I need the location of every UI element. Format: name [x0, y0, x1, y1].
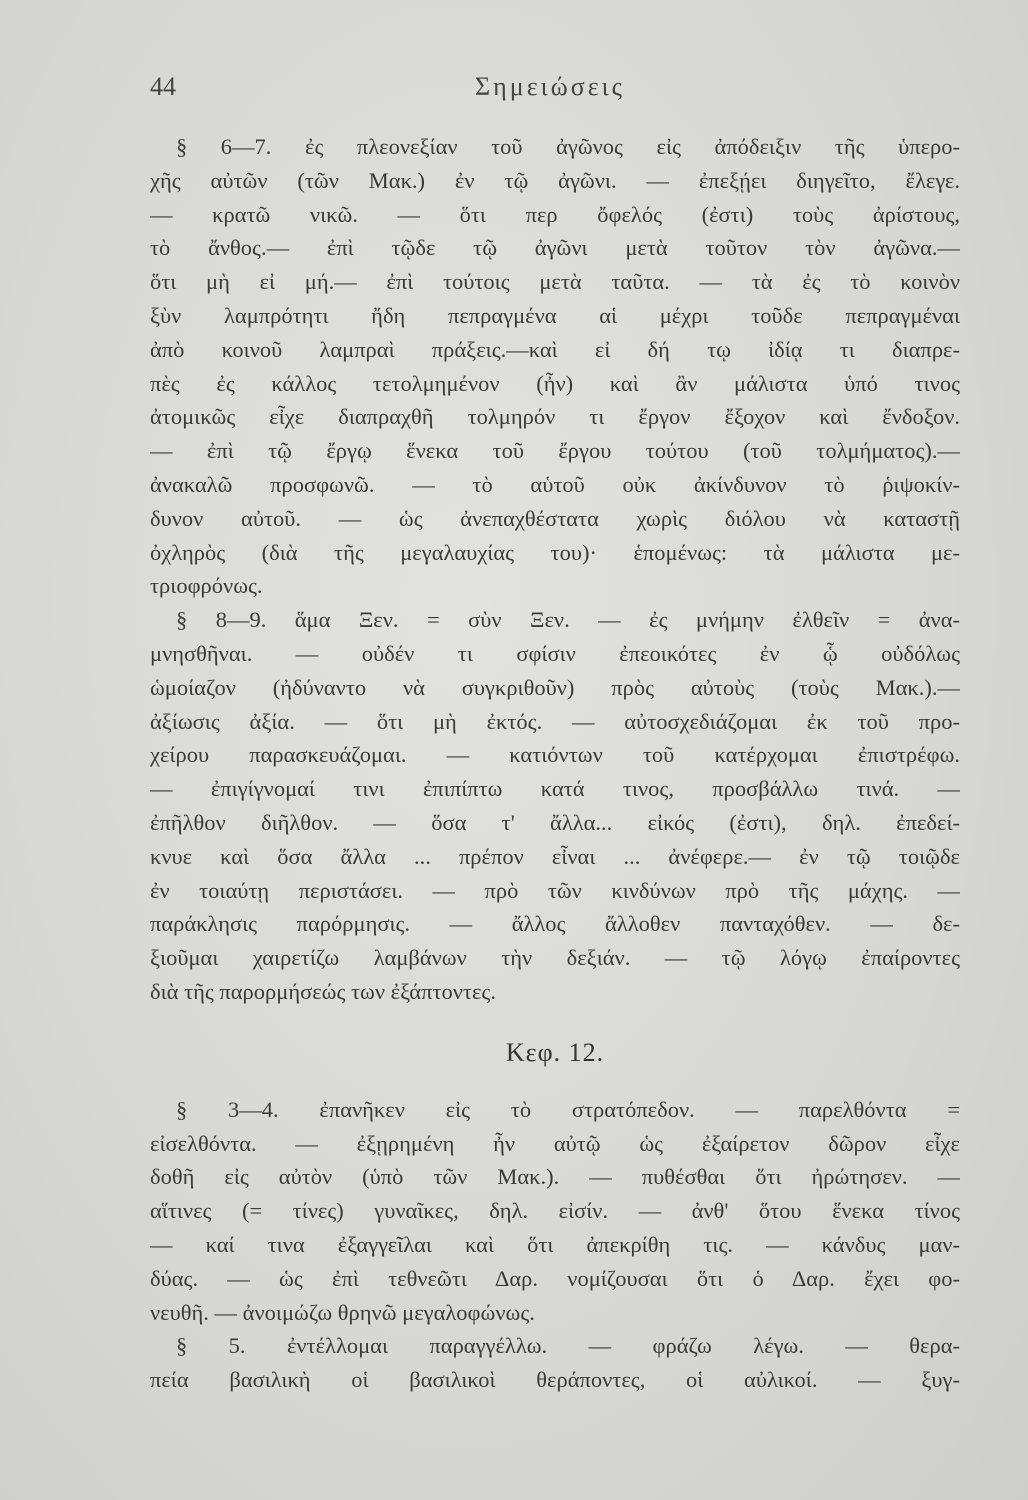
- text-line: πὲς ἐς κάλλος τετολμημένον (ἦν) καὶ ἂν μάλιστα ὑπό τινος: [150, 370, 960, 396]
- chapter-heading: Κεφ. 12.: [505, 1037, 605, 1067]
- text-line: αἵτινες (= τίνες) γυναῖκες, δηλ. εἰσίν. — ἀνθ' ὅτου ἕνεκα τίνος: [150, 1198, 960, 1224]
- text-line: — κρατῶ νικῶ. — ὅτι περ ὄφελός (ἐστι) τοὺς ἀρίστους,: [150, 201, 960, 227]
- text-line: παράκλησις παρόρμησις. — ἄλλος ἄλλοθεν πανταχόθεν. — δε-: [150, 911, 960, 937]
- text-line: — ἐπὶ τῷ ἔργῳ ἕνεκα τοῦ ἔργου τούτου (τοῦ τολμήματος).—: [150, 438, 960, 464]
- text-line: μνησθῆναι. — οὐδέν τι σφίσιν ἐπεοικότες ἐν ᾧ οὐδόλως: [150, 640, 960, 666]
- text-line: ὀχληρὸς (διὰ τῆς μεγαλαυχίας του)· ἑπομένως: τὰ μάλιστα με-: [150, 539, 960, 565]
- text-line: δυνον αὐτοῦ. — ὡς ἀνεπαχθέστατα χωρὶς διόλου νὰ καταστῇ: [150, 505, 960, 531]
- text-line: ἀπὸ κοινοῦ λαμπραὶ πράξεις.—καὶ εἰ δή τῳ ἰδίᾳ τι διαπρε-: [150, 336, 960, 362]
- text-line: τὸ ἄνθος.— ἐπὶ τῷδε τῷ ἀγῶνι μετὰ τοῦτον τὸν ἀγῶνα.—: [150, 235, 960, 261]
- text-line: ὅτι μὴ εἰ μή.— ἐπὶ τούτοις μετὰ ταῦτα. — τὰ ἐς τὸ κοινὸν: [150, 269, 960, 295]
- text-line: δοθῆ εἰς αὐτὸν (ὑπὸ τῶν Μακ.). — πυθέσθαι ὅτι ἠρώτησεν. —: [150, 1164, 960, 1190]
- text-line: τριοφρόνως.: [150, 573, 263, 599]
- text-line: § 5. ἐντέλλομαι παραγγέλλω. — φράζω λέγω. — θερα-: [176, 1333, 960, 1359]
- text-line: ἀτομικῶς εἶχε διαπραχθῆ τολμηρόν τι ἔργον ἔξοχον καὶ ἔνδοξον.: [150, 404, 960, 430]
- text-line: δύας. — ὡς ἐπὶ τεθνεῶτι Δαρ. νομίζουσαι ὅτι ὁ Δαρ. ἔχει φο-: [150, 1265, 960, 1291]
- text-line: § 6—7. ἐς πλεονεξίαν τοῦ ἀγῶνος εἰς ἀπόδειξιν τῆς ὑπερο-: [176, 134, 960, 159]
- text-line: πεία βασιλικὴ οἱ βασιλικοὶ θεράποντες, οἱ αὐλικοί. — ξυγ-: [150, 1367, 960, 1393]
- text-line: εἰσελθόντα. — ἐξῃρημένη ἦν αὐτῷ ὡς ἐξαίρετον δῶρον εἶχε: [150, 1130, 960, 1156]
- text-line: ἀνακαλῶ προσφωνῶ. — τὸ αὑτοῦ οὐκ ἀκίνδυνον τὸ ῥιψοκίν-: [150, 471, 960, 497]
- notes-section-8-9: [150, 603, 960, 1009]
- text-line: χῆς αὐτῶν (τῶν Μακ.) ἐν τῷ ἀγῶνι. — ἐπεξῄει διηγεῖτο, ἔλεγε.: [150, 167, 960, 193]
- notes-section-5: [150, 1329, 960, 1397]
- text-line: — ἐπιγίγνομαί τινι ἐπιπίπτω κατά τινος, προσβάλλω τινά. —: [150, 776, 960, 802]
- text-line: νευθῆ. — ἀνοιμώζω θρηνῶ μεγαλοφώνως.: [150, 1299, 535, 1325]
- text-line: χείρου παρασκευάζομαι. — κατιόντων τοῦ κατέρχομαι ἐπιστρέφω.: [150, 742, 960, 768]
- text-line: κνυε καὶ ὅσα ἄλλα ... πρέπον εἶναι ... ἀνέφερε.— ἐν τῷ τοιῷδε: [150, 843, 960, 869]
- text-line: § 3—4. ἐπανῆκεν εἰς τὸ στρατόπεδον. — παρελθόντα =: [176, 1096, 960, 1122]
- text-line: ἐπῆλθον διῆλθον. — ὅσα τ' ἄλλα... εἰκός (ἐστι), δηλ. ἐπεδεί-: [150, 809, 960, 835]
- page-header: [150, 72, 950, 112]
- text-line: ἐν τοιαύτῃ περιστάσει. — πρὸ τῶν κινδύνων πρὸ τῆς μάχης. —: [150, 877, 960, 903]
- notes-section-6-7: [150, 130, 960, 603]
- text-line: ἀξίωσις ἀξία. — ὅτι μὴ ἐκτός. — αὐτοσχεδιάζομαι ἐκ τοῦ προ-: [150, 708, 960, 734]
- page-number: 44: [150, 72, 176, 101]
- text-line: § 8—9. ἅμα Ξεν. = σὺν Ξεν. — ἐς μνήμην ἐλθεῖν = ἀνα-: [176, 607, 960, 633]
- text-line: ξιοῦμαι χαιρετίζω λαμβάνων τὴν δεξιάν. — τῷ λόγῳ ἐπαίροντες: [150, 945, 960, 971]
- text-line: — καί τινα ἐξαγγεῖλαι καὶ ὅτι ἀπεκρίθη τις. — κάνδυς μαν-: [150, 1231, 960, 1257]
- running-head: Σημειώσεις: [475, 72, 625, 101]
- text-line: ὡμοίαζον (ἠδύναντο νὰ συγκριθοῦν) πρὸς αὐτοὺς (τοὺς Μακ.).—: [150, 674, 960, 700]
- notes-section-3-4: [150, 1093, 960, 1330]
- text-line: διὰ τῆς παρορμήσεώς των ἐξάπτοντες.: [150, 978, 496, 1004]
- page-body: [150, 130, 960, 1397]
- text-line: ξὺν λαμπρότητι ἤδη πεπραγμένα αἱ μέχρι τοῦδε πεπραγμέναι: [150, 302, 960, 328]
